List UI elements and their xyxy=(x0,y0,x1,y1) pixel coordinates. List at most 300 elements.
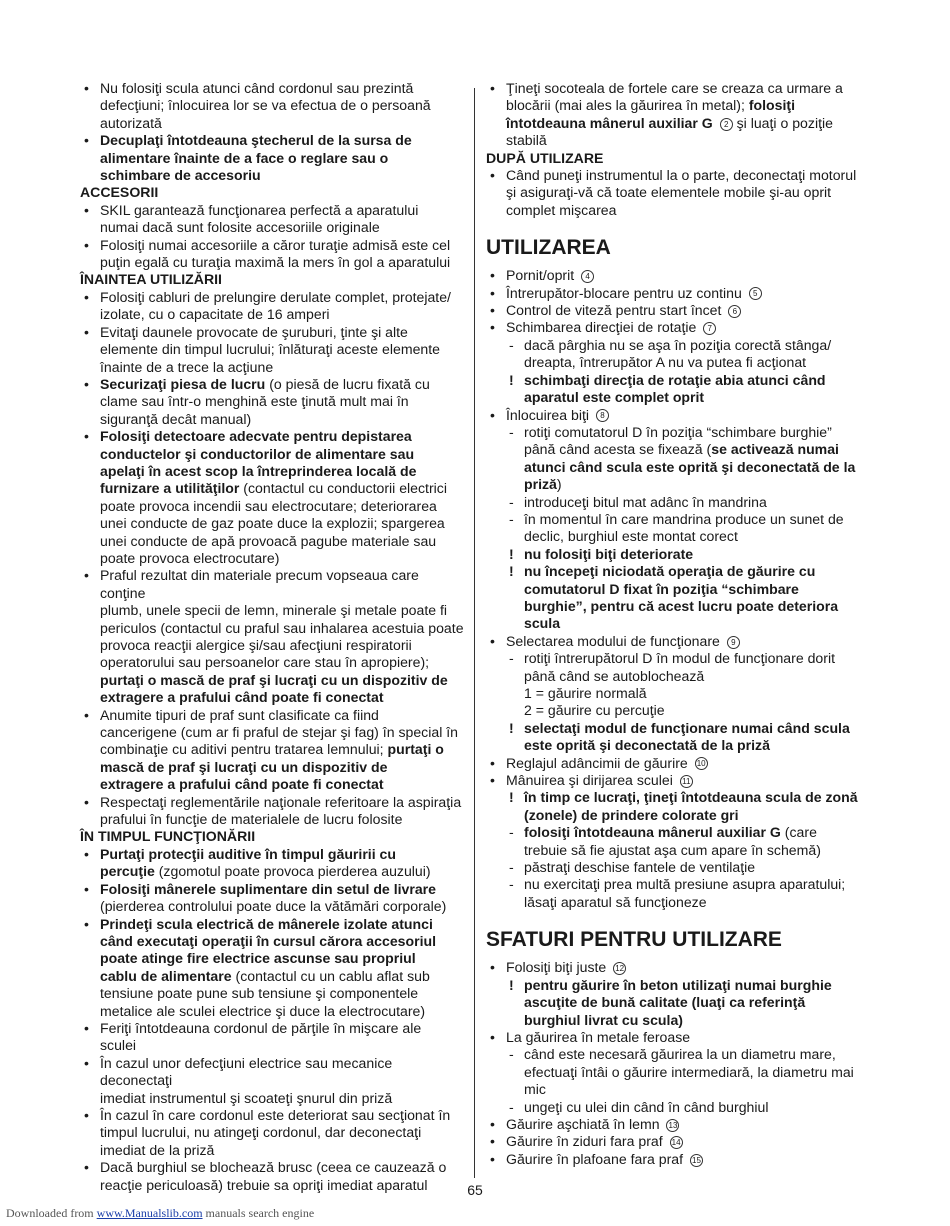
bold-text-run: furnizare a utilităţilor xyxy=(100,480,240,497)
text-line xyxy=(506,959,870,976)
text-run: ungeţi cu ulei din când în când burghiul xyxy=(524,1098,769,1115)
bullet-item xyxy=(80,80,464,132)
text-run: unei conducte de gaz poate duce la explozii; spargerea xyxy=(100,515,445,532)
bold-text-run: poate atinge fire electrice ascunse sau propriul xyxy=(100,950,416,967)
text-line xyxy=(100,132,464,149)
text-run: metalice ale sculei electrice şi duce la electrocutare) xyxy=(100,1002,426,1019)
bullet-item xyxy=(486,302,870,319)
text-line xyxy=(100,863,464,880)
text-line xyxy=(524,424,870,441)
text-line xyxy=(100,1107,464,1124)
text-run: Folosiţi cabluri de prelungire derulate complet, protejate/ xyxy=(100,288,451,305)
text-line xyxy=(524,668,870,685)
text-line xyxy=(100,359,464,376)
text-run: SKIL garantează funcţionarea perfectă a aparatului xyxy=(100,201,419,218)
text-line xyxy=(524,977,870,994)
dash-item xyxy=(504,650,870,720)
text-run: reacţie periculoasă) trebuie sa opriţi imediat aparatul xyxy=(100,1176,428,1193)
text-line xyxy=(506,407,870,424)
bold-text-run: percuţie xyxy=(100,863,155,880)
bold-text-run: pentru găurire în beton utilizaţi numai burghie xyxy=(524,976,832,993)
text-run: până când acesta se fixează ( xyxy=(524,441,712,458)
bold-text-run: Purtaţi protecţii auditive în timpul găuririi cu xyxy=(100,845,397,862)
bold-text-run: comutatorul D fixat în poziţia “schimbare xyxy=(524,580,799,597)
figure-callout-number: 6 xyxy=(728,305,741,318)
text-run: unei conducte de apă provoacă pagube materiale sau xyxy=(100,532,437,549)
figure-callout-number: 2 xyxy=(720,118,733,131)
warning-item xyxy=(504,789,870,824)
text-run: operatorului sau persoanelor care stau în apropiere); xyxy=(100,654,430,671)
text-line xyxy=(506,319,870,336)
text-run: 2 = găurire cu percuţie xyxy=(524,702,665,719)
text-run: timpul lucrului, nu atingeţi cordonul, dar deconectaţi xyxy=(100,1124,422,1141)
figure-callout-number: 4 xyxy=(581,270,594,283)
bold-text-run: mască de praf şi lucraţi cu un dispozitiv de xyxy=(100,758,388,775)
text-line xyxy=(100,1090,464,1107)
bold-text-run: nu folosiţi biţi deteriorate xyxy=(524,545,694,562)
bold-text-run: folosiţi întotdeauna mânerul auxiliar G xyxy=(524,824,781,841)
figure-callout-number: 7 xyxy=(703,322,716,335)
figure-callout-number: 11 xyxy=(680,775,693,788)
bullet-item xyxy=(80,846,464,881)
text-run: periculos (contactul cu praful sau inhalarea acestuia poate xyxy=(100,619,464,636)
text-line xyxy=(100,567,464,602)
text-run: cancerigene (cum ar fi praful de stejar şi fag) în special în xyxy=(100,724,458,741)
text-run: 1 = găurire normală xyxy=(524,685,647,701)
bullet-item xyxy=(486,1151,870,1168)
bullet-item xyxy=(486,267,870,284)
text-line xyxy=(100,794,464,811)
bullet-item xyxy=(80,881,464,916)
text-line xyxy=(524,1081,870,1098)
text-line xyxy=(524,789,870,806)
text-line xyxy=(524,494,870,511)
text-line xyxy=(524,354,870,371)
text-run: Control de viteză pentru start încet xyxy=(506,302,726,319)
text-run: Schimbarea direcţiei de rotaţie xyxy=(506,319,701,336)
footer-suffix: manuals search engine xyxy=(202,1206,315,1220)
download-footer xyxy=(6,1206,314,1221)
text-line xyxy=(80,184,464,201)
bold-text-run: purtaţi o mască de praf şi lucraţi cu un dispozitiv de xyxy=(100,671,448,688)
chapter-heading xyxy=(486,235,870,261)
figure-callout-number: 9 xyxy=(727,636,740,649)
text-run: În cazul în care cordonul este deteriorat sau secţionat în xyxy=(100,1106,451,1123)
text-run: rotiţi comutatorul D în poziţia “schimbare burghie” xyxy=(524,423,832,440)
text-line xyxy=(524,994,870,1011)
text-line xyxy=(486,235,870,261)
text-line xyxy=(486,927,870,953)
text-run: imediat instrumentul şi scoateţi şnurul din priză xyxy=(100,1089,393,1106)
text-line xyxy=(524,528,870,545)
bullet-item xyxy=(80,1055,464,1107)
right-column xyxy=(486,80,870,1168)
text-line xyxy=(524,476,870,493)
text-run: Anumite tipuri de praf sunt clasificate ca fiind xyxy=(100,706,379,723)
bullet-item xyxy=(80,428,464,567)
left-column xyxy=(80,80,464,1194)
text-line xyxy=(100,933,464,950)
text-line xyxy=(506,132,870,149)
text-run: În cazul unor defecţiuni electrice sau mecanice deconectaţi xyxy=(100,1054,393,1089)
text-run: blocării (mai ales la găurirea în metal); xyxy=(506,97,749,114)
text-run xyxy=(713,115,717,131)
text-run: Întrerupător-blocare pentru uz continu xyxy=(506,284,746,301)
text-run: Mânuirea şi dirijarea sculei xyxy=(506,772,677,789)
text-line xyxy=(100,707,464,724)
bold-text-run: este oprită şi deconectată de la priză xyxy=(524,737,770,754)
text-run: stabilă xyxy=(506,132,547,149)
text-line xyxy=(100,654,464,671)
text-run: autorizată xyxy=(100,114,162,131)
text-line xyxy=(506,97,870,114)
text-line xyxy=(486,150,870,167)
text-run: când este necesară găurirea la un diametru mare, xyxy=(524,1046,836,1063)
text-line xyxy=(524,807,870,824)
text-run: (pierderea controlului poate duce la vătămări corporale) xyxy=(100,898,447,915)
text-line xyxy=(100,1020,464,1037)
text-line xyxy=(524,685,870,702)
bullet-item xyxy=(80,1020,464,1055)
section-heading xyxy=(80,184,464,201)
text-run: schimbare de accesoriu xyxy=(100,167,261,184)
text-line xyxy=(100,741,464,758)
text-run: rotiţi întrerupătorul D în modul de funcţionare dorit xyxy=(524,650,836,667)
text-run: păstraţi deschise fantele de ventilaţie xyxy=(524,859,756,876)
bullet-item xyxy=(80,202,464,237)
text-run: ) xyxy=(556,476,562,493)
text-run: poate provoca incendii sau electrocutare; deteriorarea xyxy=(100,497,437,514)
text-run: (o piesă de lucru fixată cu xyxy=(265,375,430,392)
dash-item xyxy=(504,824,870,859)
text-run: nu exercitaţi prea multă presiune asupra aparatului; xyxy=(524,876,846,893)
bold-text-run: Securizaţi piesa de lucru xyxy=(100,375,266,392)
text-run: Evitaţi daunele provocate de şuruburi, ţinte şi alte xyxy=(100,323,408,340)
text-line xyxy=(100,602,464,619)
bold-text-run: priză xyxy=(524,476,557,493)
text-line xyxy=(100,289,464,306)
section-heading xyxy=(80,271,464,288)
bullet-item xyxy=(486,80,870,150)
text-line xyxy=(506,1116,870,1133)
text-line xyxy=(524,859,870,876)
text-line xyxy=(524,876,870,893)
text-run: poate provoca electrocutare) xyxy=(100,549,280,566)
text-line xyxy=(100,916,464,933)
text-line xyxy=(506,1151,870,1168)
text-line xyxy=(524,894,870,911)
text-line xyxy=(100,1003,464,1020)
text-run: Dacă burghiul se blochează brusc (ceea ce cauzează o xyxy=(100,1159,447,1176)
bold-text-run: întotdeauna mânerul auxiliar G xyxy=(506,114,713,131)
page-number: 65 xyxy=(467,1182,483,1198)
text-line xyxy=(100,550,464,567)
text-line xyxy=(506,633,870,650)
text-run: provoca reacţii alergice şi/sau afecţiuni respiratorii xyxy=(100,637,412,653)
text-line xyxy=(100,898,464,915)
text-run: ACCESORII xyxy=(80,184,159,201)
text-line xyxy=(100,637,464,654)
text-line xyxy=(100,480,464,497)
bold-text-run: se activează numai xyxy=(711,441,839,458)
text-run: clame sau într-o menghină este ţinută mult mai în xyxy=(100,393,409,410)
bullet-item xyxy=(80,376,464,428)
bullet-item xyxy=(486,319,870,336)
figure-callout-number: 5 xyxy=(749,287,762,300)
figure-callout-number: 15 xyxy=(690,1154,703,1167)
text-line xyxy=(100,411,464,428)
text-line xyxy=(524,1064,870,1081)
text-run: imediat de la priză xyxy=(100,1141,215,1158)
bold-text-run: conductelor şi conductorilor de alimentare sau xyxy=(100,445,415,462)
text-line xyxy=(524,372,870,389)
warning-item xyxy=(504,720,870,755)
text-run: Pornit/oprit xyxy=(506,267,579,284)
bold-text-run: Folosiţi mânerele suplimentare din setul de livrare xyxy=(100,880,437,897)
text-line xyxy=(100,533,464,550)
text-run: în momentul în care mandrina produce un sunet de xyxy=(524,510,844,527)
bold-text-run: folosiţi xyxy=(748,97,796,114)
text-line xyxy=(100,811,464,828)
warning-item xyxy=(504,977,870,1029)
section-heading xyxy=(486,150,870,167)
bullet-item xyxy=(486,1029,870,1046)
text-line xyxy=(506,115,870,132)
text-run: lăsaţi aparatul să funcţioneze xyxy=(524,893,707,910)
text-line xyxy=(100,724,464,741)
text-run: mic xyxy=(524,1081,546,1098)
text-line xyxy=(524,563,870,580)
text-line xyxy=(524,389,870,406)
text-run: Găurire în ziduri fara praf xyxy=(506,1133,667,1150)
text-line xyxy=(524,1012,870,1029)
bold-text-run: burghie”, pentru că acest lucru poate deteriora xyxy=(524,597,839,614)
text-line xyxy=(524,1099,870,1116)
figure-callout-number: 8 xyxy=(596,409,609,422)
bullet-item xyxy=(80,289,464,324)
text-run: dacă pârghia nu se aşa în poziţia corectă stânga/ xyxy=(524,336,832,353)
figure-callout-number: 14 xyxy=(670,1136,683,1149)
text-run: Decuplaţi întotdeauna ştecherul de la sursa de xyxy=(100,132,412,149)
text-run: numai dacă sunt folosite accesoriile originale xyxy=(100,219,380,236)
text-run: Folosiţi numai accesoriile a căror turaţie admisă este cel xyxy=(100,236,451,253)
text-run: Găurire aşchiată în lemn xyxy=(506,1115,664,1132)
figure-callout-number: 10 xyxy=(695,757,708,770)
text-line xyxy=(100,463,464,480)
text-line xyxy=(524,702,870,719)
text-line xyxy=(100,219,464,236)
text-line xyxy=(524,650,870,667)
bold-text-run: selectaţi modul de funcţionare numai când scula xyxy=(524,719,850,736)
text-line xyxy=(100,446,464,463)
text-line xyxy=(100,689,464,706)
text-run: (care xyxy=(780,824,817,841)
text-run: şi asiguraţi-vă că toate elementele mobile şi-au oprit xyxy=(506,184,832,201)
dash-item xyxy=(504,424,870,494)
text-line xyxy=(506,302,870,319)
text-line xyxy=(100,759,464,776)
bold-text-run: în timp ce lucraţi, ţineţi întotdeauna scula de zonă xyxy=(524,789,858,806)
text-line xyxy=(100,115,464,132)
bullet-item xyxy=(80,916,464,1020)
text-run: Praful rezultat din materiale precum vopseaua care conţine xyxy=(100,567,419,601)
text-run: (contactul cu conductorii electrici xyxy=(239,480,447,497)
bold-text-run: Prindeţi scula electrică de mânerele izolate atunci xyxy=(100,915,433,932)
dash-item xyxy=(504,494,870,511)
text-run: ÎNAINTEA UTILIZĂRII xyxy=(80,271,222,288)
text-run: până când se autoblochează xyxy=(524,667,705,684)
bold-text-run: extragere a prafului când poate fi conectat xyxy=(100,689,384,706)
text-line xyxy=(100,985,464,1002)
text-line xyxy=(100,515,464,532)
text-line xyxy=(80,828,464,845)
text-run: Înlocuirea biţi xyxy=(506,406,593,423)
figure-callout-number: 12 xyxy=(613,962,626,975)
bullet-item xyxy=(80,132,464,184)
text-line xyxy=(506,1029,870,1046)
bullet-item xyxy=(80,1107,464,1159)
bold-text-run: scula xyxy=(524,615,561,632)
text-line xyxy=(506,80,870,97)
text-run: (contactul cu un cablu aflat sub xyxy=(231,967,430,984)
text-line xyxy=(506,285,870,302)
text-line xyxy=(100,237,464,254)
text-line xyxy=(506,755,870,772)
text-line xyxy=(100,254,464,271)
bullet-item xyxy=(486,755,870,772)
text-run: dreapta, întrerupător A nu va putea fi acţionat xyxy=(524,354,807,371)
text-run: izolate, cu o capacitate de 16 amperi xyxy=(100,306,330,323)
text-run: UTILIZAREA xyxy=(486,236,611,260)
text-run: prafului în funcţie de materialele de lucru folosite xyxy=(100,811,403,828)
bullet-item xyxy=(486,1116,870,1133)
text-line xyxy=(506,167,870,184)
bold-text-run: burghiul livrat cu scula) xyxy=(524,1011,683,1028)
text-line xyxy=(524,598,870,615)
text-line xyxy=(100,498,464,515)
text-run: plumb, unele specii de lemn, minerale şi metale poate fi xyxy=(100,602,448,619)
text-line xyxy=(524,615,870,632)
text-run: puţin egală cu turaţia maximă la mers în gol a aparatului xyxy=(100,254,451,271)
text-run: ÎN TIMPUL FUNCŢIONĂRII xyxy=(80,828,256,845)
chapter-heading xyxy=(486,927,870,953)
text-line xyxy=(100,1037,464,1054)
text-line xyxy=(524,546,870,563)
bold-text-run: purtaţi o xyxy=(387,741,444,758)
bullet-item xyxy=(486,285,870,302)
footer-prefix: Downloaded from xyxy=(6,1206,97,1220)
text-run: DUPĂ UTILIZARE xyxy=(486,149,604,166)
text-run: Folosiţi biţi juste xyxy=(506,959,611,976)
manualslib-link[interactable]: www.Manualslib.com xyxy=(96,1206,203,1220)
text-line xyxy=(100,324,464,341)
dash-item xyxy=(504,859,870,876)
bold-text-run: Folosiţi detectoare adecvate pentru depistarea xyxy=(100,428,412,445)
text-line xyxy=(524,1046,870,1063)
text-line xyxy=(506,1133,870,1150)
bold-text-run: când executaţi operaţii în cursul cărora accesoriul xyxy=(100,932,437,949)
text-line xyxy=(100,620,464,637)
text-line xyxy=(506,202,870,219)
text-line xyxy=(100,1159,464,1176)
text-run: SFATURI PENTRU UTILIZARE xyxy=(486,928,782,952)
text-line xyxy=(100,1055,464,1090)
text-run: elemente din timpul lucrului; înlăturaţi aceste elemente xyxy=(100,341,440,358)
bold-text-run: nu începeţi niciodată operaţia de găurire cu xyxy=(524,563,816,580)
text-line xyxy=(524,720,870,737)
section-heading xyxy=(80,828,464,845)
text-line xyxy=(524,737,870,754)
figure-callout-number: 13 xyxy=(666,1119,679,1132)
bullet-item xyxy=(80,707,464,794)
text-line xyxy=(100,376,464,393)
bullet-item xyxy=(486,407,870,424)
bullet-item xyxy=(486,167,870,219)
bullet-item xyxy=(486,959,870,976)
warning-item xyxy=(504,546,870,563)
text-line xyxy=(100,672,464,689)
text-run: Feriţi întotdeauna cordonul de părţile în mişcare ale xyxy=(100,1019,422,1036)
text-line xyxy=(100,881,464,898)
bullet-item xyxy=(486,1133,870,1150)
text-line xyxy=(524,459,870,476)
text-line xyxy=(100,428,464,445)
text-line xyxy=(506,184,870,201)
bullet-item xyxy=(486,772,870,789)
text-line xyxy=(524,824,870,841)
text-line xyxy=(100,306,464,323)
text-line xyxy=(100,80,464,97)
dash-item xyxy=(504,876,870,911)
bold-text-run: ascuţite de bună calitate (luaţi ca referinţă xyxy=(524,994,806,1011)
text-line xyxy=(100,1142,464,1159)
text-run: Nu folosiţi scula atunci când cordonul sau prezintă xyxy=(100,80,414,96)
column-divider xyxy=(474,88,475,1178)
text-line xyxy=(100,97,464,114)
text-run: Respectaţi reglementările naţionale referitoare la aspiraţia xyxy=(100,793,462,810)
text-run: Găurire în plafoane fara praf xyxy=(506,1150,687,1167)
text-line xyxy=(524,842,870,859)
bold-text-run: cablu de alimentare xyxy=(100,967,232,984)
text-run: siguranţă decât manual) xyxy=(100,410,252,427)
text-line xyxy=(100,776,464,793)
warning-item xyxy=(504,372,870,407)
text-line xyxy=(524,441,870,458)
text-line xyxy=(524,581,870,598)
text-run: introduceţi bitul mat adânc în mandrina xyxy=(524,493,767,510)
text-run: combinaţie cu aditivi pentru tratarea lemnului; xyxy=(100,741,388,758)
text-line xyxy=(100,846,464,863)
bullet-item xyxy=(80,794,464,829)
dash-item xyxy=(504,511,870,546)
text-line xyxy=(524,337,870,354)
dash-item xyxy=(504,1046,870,1098)
bold-text-run: apelaţi în acest scop la întreprinderea locală de xyxy=(100,462,417,479)
text-run: La găurirea în metale feroase xyxy=(506,1028,691,1045)
text-line xyxy=(80,271,464,288)
bold-text-run: extragere a prafului când poate fi conectat xyxy=(100,776,384,793)
text-run: alimentare înainte de a face o reglare sau o xyxy=(100,149,389,166)
text-run: complet mişcarea xyxy=(506,201,617,218)
text-run: înainte de a trece la acţiune xyxy=(100,358,274,375)
text-run: Selectarea modului de funcţionare xyxy=(506,632,724,649)
text-run: (zgomotul poate provoca pierderea auzului) xyxy=(154,863,431,880)
text-run: Ţineţi socoteala de fortele care se creaza ca urmare a xyxy=(506,80,843,96)
text-run: Când puneţi instrumentul la o parte, deconectaţi motorul xyxy=(506,167,857,184)
text-run: efectuaţi întâi o găurire intermediară, la diametru mai xyxy=(524,1063,854,1080)
text-line xyxy=(506,267,870,284)
text-line xyxy=(100,950,464,967)
